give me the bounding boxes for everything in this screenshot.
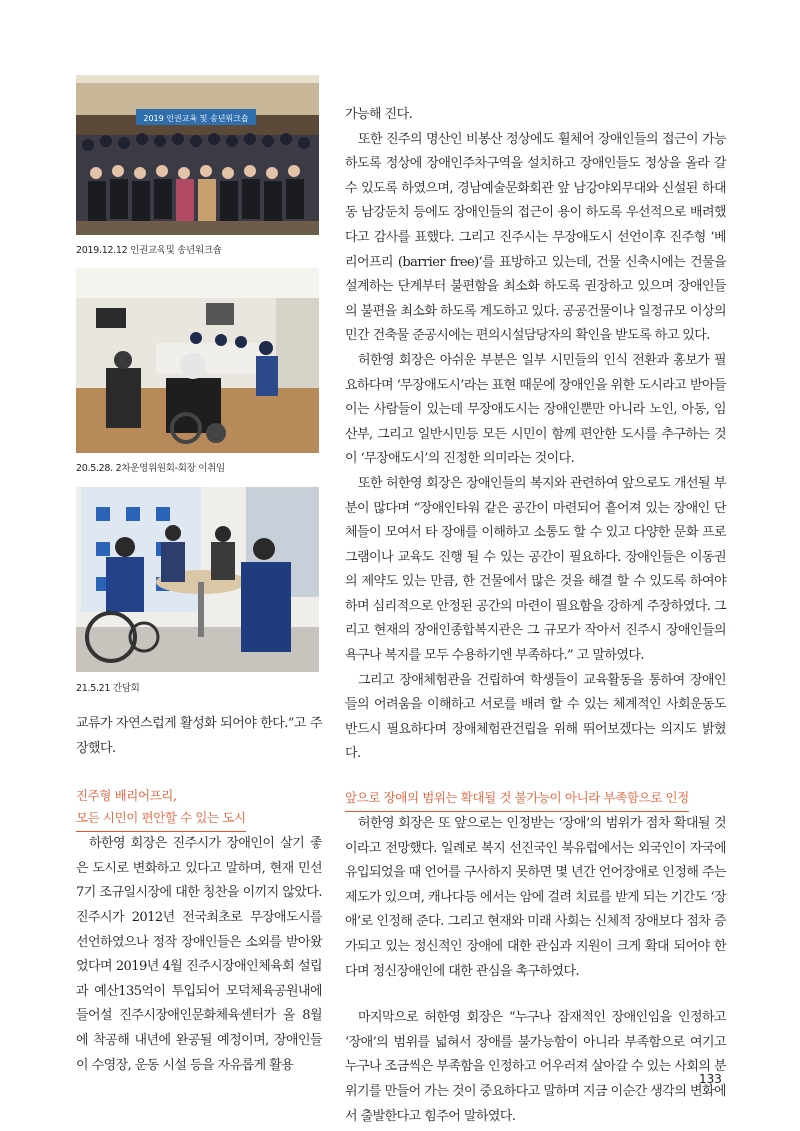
photo-caption-1: 2019.12.12 인권교육및 송년워크숍 — [76, 245, 222, 256]
photo-caption-3: 21.5.21 간담회 — [76, 683, 140, 694]
right-paragraph-3: 허한영 회장은 아쉬운 부분은 일부 시민들의 인식 전환과 홍보가 필요하다며 ‘무장애도시’라는 표현 때문에 장애인을 위한 도시라고 받아들이는 사람들이 있는데 무장애도시는 장애인뿐만 아니라 노인, 아동, 임산부, 그리고 일반시민등 모든 시민이 함께 편안한 도시를 추구하는 것이 ‘무장애도시’의 진정한 의미라는 것이다. — [345, 352, 726, 467]
right-paragraph-6: 허한영 회장은 또 앞으로는 인정받는 ‘장애’의 범위가 점차 확대될 것이라고 전망했다. 일례로 복지 선진국인 북유럽에서는 외국인이 자국에 유입되었을 때 언어를 구사하지 못하면 몇 년간 언어장애로 인정해 주는 제도가 있으며, 캐나다등 에서는 암에 걸려 치료를 받게 되는 기간도 ‘장애’로 인정해 준다. 그리고 현재와 미래 사회는 신체적 장애보다 점차 증가되고 있는 정신적인 장애에 대한 관심과 지원이 크게 확대 되어야 한다며 정신장애인에 대한 관심을 촉구하였다. — [345, 816, 726, 979]
right-column — [345, 103, 726, 1129]
photo-caption-2: 20.5.28. 2차운영위원회-회장 이취임 — [76, 463, 225, 474]
meeting-room-photo — [76, 268, 319, 453]
banner-text: 2019 인권교육 및 송년워크숍 — [143, 114, 249, 123]
section-heading-line1: 진주형 배리어프리, — [76, 788, 177, 804]
right-paragraph-4: 또한 허한영 회장은 장애인들의 복지와 관련하여 앞으로도 개선될 부분이 많다며 “장애인타워 같은 공간이 마련되어 흩어져 있는 장애인 단체들이 모여서 타 장애를 이해하고 소통도 할 수 있고 다양한 문화 프로그램이나 교육도 진행 될 수 있는 공간이 필요하다. 장애인들은 이동권의 제약도 있는 만큼, 한 건물에서 많은 것을 해결 할 수 있도록 하여야 하며 심리적으로 안정된 공간의 마련이 필요함을 강하게 주장하였다. 그리고 현재의 장애인종합복지관은 그 규모가 작아서 진주시 장애인들의 욕구나 복지를 모두 수용하기엔 부족하다.” 고 말하였다. — [345, 475, 726, 664]
round-table-meeting-photo — [76, 487, 319, 672]
right-paragraph-2: 또한 진주의 명산인 비봉산 정상에도 휠체어 장애인들의 접근이 가능하도록 정상에 장애인주차구역을 설치하고 장애인들도 정상을 올라 갈 수 있도록 하였으며, 경남예술문화회관 앞 남강야외무대와 신설된 하대동 남강둔치 등에도 장애인들의 접근이 용이 하도록 우선적으로 배려했다고 감사를 표했다. 그리고 진주시는 무장애도시 선언이후 진주형 ‘베리어프리 (barrier free)’를 표방하고 있는데, 건물 신축시에는 건물을 설계하는 단계부터 불편함을 최소화 하도록 권장하고 있으며 장애인들의 불편을 최소화 하도록 계도하고 있다. 공공건물이나 일정규모 이상의 민간 건축물 준공시에는 편의시설담당자의 확인을 받도록 하고 있다. — [345, 131, 726, 344]
barrier-free-paragraph: 하한영 회장은 진주시가 장애인이 살기 좋은 도시로 변화하고 있다고 말하며, 현재 민선7기 조규일시장에 대한 칭찬을 이끼지 않았다. 진주시가 2012년 전국최초로 무장애도시를 선언하였으나 정작 장애인들은 소외를 받아왔었다며 2019년 4월 진주시장애인체육회 설립과 예산135억이 투입되어 모덕체육공원내에 들어설 진주시장애인문화체육센터가 올 8월에 착공해 내년에 완공될 예정이며, 장애인들이 수영장, 운동 시설 등을 자유롭게 활용 — [76, 836, 322, 1073]
right-paragraph-5: 그리고 장애체험관을 건립하여 학생들이 교육활동을 통하여 장애인들의 어려움을 이해하고 서로를 배려 할 수 있는 체계적인 사회운동도 반드시 필요하다며 장애체험관건립을 위해 뛰어보겠다는 의지도 밝혔다. — [345, 672, 726, 762]
section-heading-line2: 모든 시민이 편안할 수 있는 도시 — [76, 807, 246, 832]
group-photo — [76, 75, 319, 235]
page-number: 133 — [699, 1072, 722, 1086]
spacer — [345, 767, 726, 787]
spacer — [345, 984, 726, 1006]
right-paragraph-1: 가능해 진다. — [345, 107, 413, 122]
right-paragraph-7: 마지막으로 허한영 회장은 “누구나 잠재적인 장애인임을 인정하고 ‘장애’의 범위를 넓혀서 장애를 불가능함이 아니라 부족함으로 여기고 누구나 조금씩은 부족함을 인정하고 어우러져 살아갈 수 있는 사회의 분위기를 만들어 가는 것이 중요하다고 말하며 지금 이순간 생각의 변화에서 출발한다고 힘주어 말하였다. — [345, 1010, 726, 1124]
continued-paragraph: 교류가 자연스럽게 활성화 되어야 한다.”고 주장했다. — [76, 716, 322, 756]
section-heading-right: 앞으로 장애의 범위는 확대될 것 불가능이 아니라 부족함으로 인정 — [345, 787, 689, 812]
spacer — [76, 761, 322, 785]
left-column — [76, 712, 322, 1078]
